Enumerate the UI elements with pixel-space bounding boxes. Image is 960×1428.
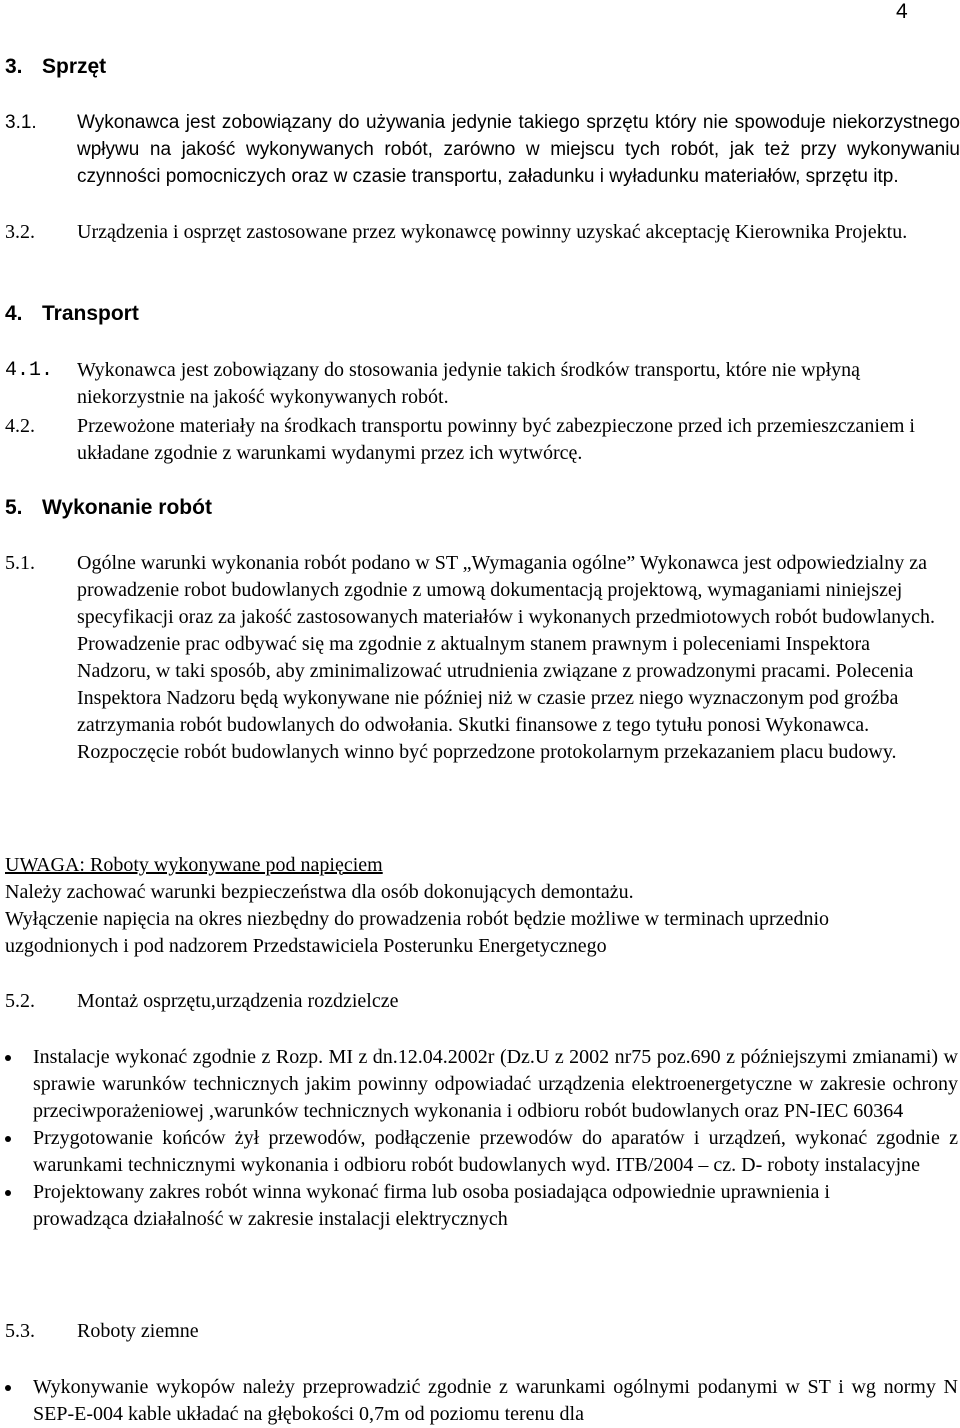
paragraph-text: Wykonawca jest zobowiązany do używania jedynie takiego sprzętu który nie spowoduje niekorzystnego wpływu na jakość wykonywanych robót, zarówno w miejscu tych robót, jak też przy wykonywaniu czynności pomocniczych oraz w czasie transportu, załadunku i wyładunku materiałów, sprzętu itp. xyxy=(77,112,960,187)
warning-title: UWAGA: Roboty wykonywane pod napięciem xyxy=(5,854,383,876)
list-item-text: Projektowany zakres robót winna wykonać firma lub osoba posiadająca odpowiednie uprawnienia i prowadząca działalność w zakresie instalacji elektrycznych xyxy=(33,1181,830,1230)
list-item-text: Wykonywanie wykopów należy przeprowadzić zgodnie z warunkami ogólnymi podanymi w ST i wg normy N SEP-E-004 kable układać na głębokości 0,7m od poziomu terenu dla xyxy=(33,1376,958,1425)
warning-block xyxy=(5,852,960,960)
section-title: Transport xyxy=(42,302,139,325)
paragraph-text: Ogólne warunki wykonania robót podano w ST „Wymagania ogólne” Wykonawca jest odpowiedzialny za prowadzenie robot budowlanych zgodnie z umową dokumentacją projektową, wymaganiami niniejszej specyfikacji oraz za jakość zastosowanych materiałów i wykonanych przedmiotowych robót budowlanych. Prowadzenie prac odbywać się ma zgodnie z aktualnym stanem prawnym i poleceniami Inspektora Nadzoru, w taki sposób, aby zminimalizować utrudnienia związane z prowadzonymi pracami. Polecenia Inspektora Nadzoru będą wykonywane nie później niż w czasie przez niego wyznaczonym pod groźba zatrzymania robót budowlanych do odwołania. Skutki finansowe z tego tytułu ponosi Wykonawca. Rozpoczęcie robót budowlanych winno być poprzedzone protokolarnym przekazaniem placu budowy. xyxy=(77,552,936,763)
paragraph-number: 4.1. xyxy=(5,359,54,382)
warning-line: Należy zachować warunki bezpieczeństwa dla osób dokonujących demontażu. xyxy=(5,881,634,903)
paragraph-5-2 xyxy=(5,988,960,1015)
list-item xyxy=(5,1374,958,1428)
paragraph-text: Przewożone materiały na środkach transportu powinny być zabezpieczone przed ich przemieszczaniem i układane zgodnie z warunkami wydanymi przez ich wytwórcę. xyxy=(77,415,915,464)
section-number: 4. xyxy=(5,302,23,325)
bullet-icon xyxy=(5,1055,11,1061)
list-item-text: Instalacje wykonać zgodnie z Rozp. MI z dn.12.04.2002r (Dz.U z 2002 nr75 poz.690 z późniejszymi zmianami) w sprawie warunków technicznych jakim powinny odpowiadać urządzenia elektroenergetyczne w zakresie ochrony przeciwporażeniowej ,warunków technicznych wykonania i odbioru robót budowlanych oraz PN-IEC 60364 xyxy=(33,1046,958,1122)
paragraph-5-3 xyxy=(5,1318,960,1345)
bullet-icon xyxy=(5,1385,11,1391)
warning-line: Wyłączenie napięcia na okres niezbędny do prowadzenia robót będzie możliwe w terminach uprzednio uzgodnionych i pod nadzorem Przedstawiciela Posterunku Energetycznego xyxy=(5,908,829,957)
section-3-heading xyxy=(5,54,106,80)
bullet-list-5-3 xyxy=(5,1374,958,1428)
paragraph-number: 5.2. xyxy=(5,990,35,1012)
list-item-text: Przygotowanie końców żył przewodów, podłączenie przewodów do aparatów i urządzeń, wykonać zgodnie z warunkami technicznymi wykonania i odbioru robót budowlanych wyd. ITB/2004 – cz. D- roboty instalacyjne xyxy=(33,1127,958,1176)
list-item xyxy=(5,1044,958,1125)
paragraph-5-1 xyxy=(5,550,960,766)
paragraph-4-1 xyxy=(5,357,960,411)
paragraph-3-2 xyxy=(5,219,960,246)
paragraph-number: 3.2. xyxy=(5,221,35,243)
list-item xyxy=(5,1179,958,1233)
paragraph-title: Roboty ziemne xyxy=(77,1320,199,1342)
paragraph-number: 3.1. xyxy=(5,112,37,133)
paragraph-3-1 xyxy=(5,109,960,190)
section-number: 5. xyxy=(5,496,23,519)
paragraph-4-2 xyxy=(5,413,960,467)
section-number: 3. xyxy=(5,55,23,78)
paragraph-number: 5.1. xyxy=(5,552,35,574)
bullet-icon xyxy=(5,1190,11,1196)
section-4-heading xyxy=(5,301,139,327)
paragraph-number: 5.3. xyxy=(5,1320,35,1342)
section-title: Sprzęt xyxy=(42,55,107,78)
section-5-heading xyxy=(5,495,212,521)
paragraph-title: Montaż osprzętu,urządzenia rozdzielcze xyxy=(77,990,399,1012)
paragraph-text: Wykonawca jest zobowiązany do stosowania jedynie takich środków transportu, które nie wpłyną niekorzystnie na jakość wykonywanych robót. xyxy=(77,359,861,408)
section-title: Wykonanie robót xyxy=(42,496,212,519)
paragraph-number: 4.2. xyxy=(5,415,35,437)
bullet-list-5-2 xyxy=(5,1044,958,1233)
bullet-icon xyxy=(5,1136,11,1142)
paragraph-text: Urządzenia i osprzęt zastosowane przez wykonawcę powinny uzyskać akceptację Kierownika Projektu. xyxy=(77,221,908,243)
list-item xyxy=(5,1125,958,1179)
page-number: 4 xyxy=(896,0,908,23)
